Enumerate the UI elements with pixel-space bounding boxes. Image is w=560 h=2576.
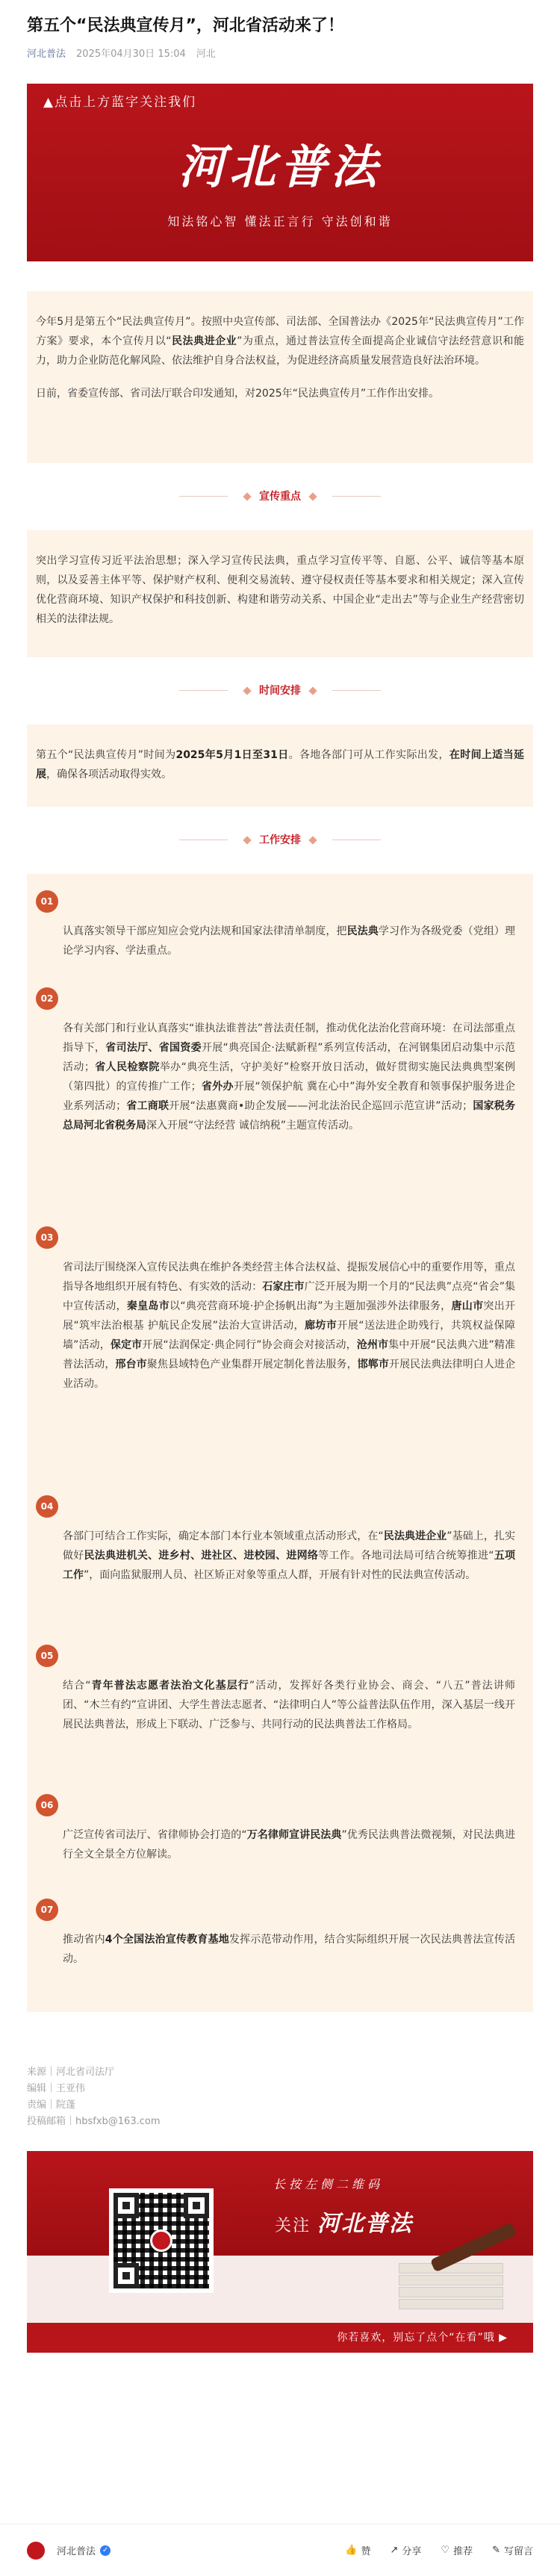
verified-icon: ✓ [100,2545,111,2556]
work-item-03: 03 省司法厅围绕深入宣传民法典在维护各类经营主体合法权益、提振发展信心中的重要作用等，重点指导各地组织开展有特色、有实效的活动：石家庄市广泛开展为期一个月的“民法典”点亮“省会”集中宣传活动，秦皇岛市以“典亮营商环境·护企扬帆出海”为主题加强涉外法律服务，唐山市突出开展“筑牢法治根基 护航民企发展”法治大宣讲活动，廊坊市开展“送法进企助残行，共筑权益保障墙”活动，保定市开展“法润保定·典企同行”协会商会对接活动，沧州市集中开展“民法典六进”精准普法活动，邢台市聚焦县域特色产业集群开展定制化普法服务，邯郸市开展民法典法律明白人进企业活动。 [36,1226,524,1480]
item-number: 02 [36,987,58,1010]
focus-section [27,530,533,657]
qr-logo-icon [150,2229,172,2252]
article-title: 第五个“民法典宣传月”，河北省活动来了！ [27,16,344,35]
work-item-07: 07 推动省内4个全国法治宣传教育基地发挥示范带动作用，结合实际组织开展一次民法典普法宣传活动。 [36,1899,524,1988]
intro-paragraph-2: 日前，省委宣传部、省司法厅联合印发通知，对2025年“民法典宣传月”工作作出安排。 [36,387,440,400]
work-item-05: 05 结合“青年普法志愿者法治文化基层行”活动，发挥好各类行业协会、商会、“八五”普法讲师团、“木兰有约”宣讲团、大学生普法志愿者、“法律明白人”等公益普法队伍作用，深入基层一线开展民法典普法，形成上下联动、广泛参与、共同行动的民法典普法工作格局。 [36,1645,524,1779]
article-footer-info [27,2064,533,2130]
article-meta [0,46,560,60]
heart-icon: ♡ [441,2545,450,2556]
source-line: 来源｜河北省司法厅 [27,2066,115,2078]
work-item-02: 02 各有关部门和行业认真落实“谁执法谁普法”普法责任制，推动优化法治化营商环境：在司法部重点指导下，省司法厅、省国资委开展“典亮国企·法赋新程”系列宣传活动，在河钢集团启动集中示范活动；省人民检察院举办“典亮生活，守护美好”检察开放日活动，做好贯彻实施民法典典型案例（第四批）的宣传推广工作；省外办开展“领保护航 冀在心中”海外安全教育和领事保护服务进企业系列活动；省工商联开展“法惠冀商•助企发展——河北法治民企巡回示范宣讲”活动；国家税务总局河北省税务局深入开展“守法经营 诚信纳税”主题宣传活动。 [36,987,524,1211]
thumbs-up-icon: 👍 [345,2545,358,2556]
header-banner [27,84,533,261]
banner-slogan: 知法铭心智 懂法正言行 守法创和谐 [167,214,393,229]
bottom-action-bar [0,2524,560,2576]
work-item-04: 04 各部门可结合工作实际，确定本部门本行业本领域重点活动形式，在“民法典进企业”基础上，扎实做好民法典进机关、进乡村、进社区、进校园、进网络等工作。各地司法局可结合统筹推进“五项工作”，面向监狱服刑人员、社区矫正对象等重点人群，开展有针对性的民法典宣传活动。 [36,1495,524,1630]
time-section [27,724,533,807]
intro-section [27,291,533,463]
item-number: 05 [36,1645,58,1667]
avatar[interactable] [27,2542,45,2560]
follow-poster [27,2151,533,2353]
item-number: 04 [36,1495,58,1518]
publish-location: 河北 [196,48,216,60]
share-button[interactable]: ↗ 分享 [390,2545,422,2557]
reviewer-line: 责编｜院蓬 [27,2099,76,2111]
item-number: 06 [36,1794,58,1816]
poster-bottom-text: 你若喜欢，别忘了点个“在看”哦 ▶ [27,2323,533,2353]
focus-text: 突出学习宣传习近平法治思想；深入学习宣传民法典，重点学习宣传平等、自愿、公平、诚信等基本原则，以及妥善主体平等、保护财产权利、便利交易流转、遵守侵权责任等基本要求和相关规定；深入宣传优化营商环境、知识产权保护和科技创新、构建和谐劳动关系、中国企业“走出去”等与企业生产经营密切相关的法律法规。 [36,554,524,625]
comment-button[interactable]: ✎ 写留言 [492,2545,533,2557]
recommend-button[interactable]: ♡ 推荐 [441,2545,473,2557]
item-number: 01 [36,890,58,913]
qr-code[interactable] [109,2188,214,2293]
account-info[interactable] [27,2542,345,2560]
section-header-time: 时间安排 [0,657,560,724]
account-name[interactable]: 河北普法 [57,2546,96,2557]
email-line: 投稿邮箱｜hbsfxb@163.com [27,2115,161,2127]
work-item-06: 06 广泛宣传省司法厅、省律师协会打造的“万名律师宣讲民法典”优秀民法典普法微视频，对民法典进行全文全景全方位解读。 [36,1794,524,1884]
books-icon [399,2263,503,2315]
account-name-link[interactable]: 河北普法 [27,48,66,60]
comment-icon: ✎ [492,2545,500,2556]
follow-tip: ▲点击上方蓝字关注我们 [43,94,197,110]
intro-paragraph-1: 今年5月是第五个“民法典宣传月”。按照中央宣传部、司法部、全国普法办《2025年“民法典宣传月”工作方案》要求，本个宣传月以“民法典进企业”为重点，通过普法宣传全面提高企业诚信守法经营意识和能力，助力企业防范化解风险、依法维护自身合法权益，为促进经济高质量发展营造良好法治环境。 [36,315,524,367]
share-icon: ↗ [390,2545,399,2556]
poster-instruction: 长按左侧二维码 [273,2176,384,2191]
work-list [27,874,533,2012]
work-item-01: 01 认真落实领导干部应知应会党内法规和国家法律清单制度，把民法典学习作为各级党委（党组）理论学习内容、学法重点。 [36,890,524,972]
section-header-focus: 宣传重点 [0,463,560,530]
time-text: 第五个“民法典宣传月”时间为2025年5月1日至31日。各地各部门可从工作实际出发，在时间上适当延展，确保各项活动取得实效。 [36,748,524,780]
brand-logo: 河北普法 [178,139,382,194]
item-number: 03 [36,1226,58,1249]
publish-date: 2025年04月30日 15:04 [76,48,186,60]
editor-line: 编辑｜王亚伟 [27,2082,86,2094]
poster-follow-text: 关注 河北普法 [275,2210,414,2237]
section-header-work: 工作安排 [0,807,560,874]
like-button[interactable]: 👍 赞 [345,2545,371,2557]
item-number: 07 [36,1899,58,1921]
